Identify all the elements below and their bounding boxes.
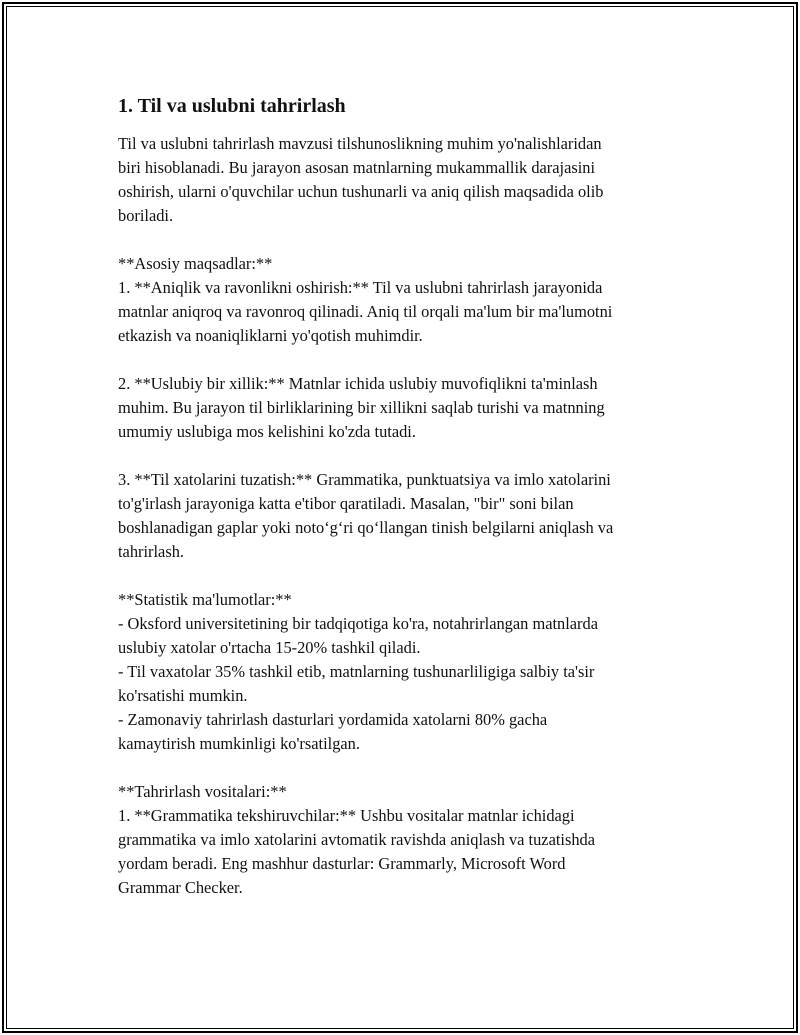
text-line: ko'rsatishi mumkin. <box>118 686 248 705</box>
text-line: 2. **Uslubiy bir xillik:** Matnlar ichida uslubiy muvofiqlikni ta'minlash <box>118 374 598 393</box>
text-line: boshlanadigan gaplar yoki noto‘g‘ri qo‘llangan tinish belgilarni aniqlash va <box>118 518 614 537</box>
text-line: muhim. Bu jarayon til birliklarining bir xillikni saqlab turishi va matnning <box>118 398 605 417</box>
paragraph-tools <box>118 780 688 900</box>
text-line: tahrirlash. <box>118 542 184 561</box>
text-line: **Tahrirlash vositalari:** <box>118 782 287 801</box>
text-line: Grammar Checker. <box>118 878 243 897</box>
text-line: matnlar aniqroq va ravonroq qilinadi. Aniq til orqali ma'lum bir ma'lumotni <box>118 302 613 321</box>
text-line: biri hisoblanadi. Bu jarayon asosan matnlarning mukammallik darajasini <box>118 158 596 177</box>
text-line: 3. **Til xatolarini tuzatish:** Grammatika, punktuatsiya va imlo xatolarini <box>118 470 611 489</box>
text-line: kamaytirish mumkinligi ko'rsatilgan. <box>118 734 360 753</box>
document-body <box>118 92 688 924</box>
text-line: boriladi. <box>118 206 174 225</box>
section-heading: 1. Til va uslubni tahrirlash <box>118 95 346 117</box>
paragraph-statistics <box>118 588 688 756</box>
text-line: **Asosiy maqsadlar:** <box>118 254 273 273</box>
paragraph-intro <box>118 132 688 228</box>
text-line: to'g'irlash jarayoniga katta e'tibor qaratiladi. Masalan, "bir" soni bilan <box>118 494 574 513</box>
text-line: - Til vaxatolar 35% tashkil etib, matnlarning tushunarliligiga salbiy ta'sir <box>118 662 595 681</box>
text-line: - Oksford universitetining bir tadqiqotiga ko'ra, notahrirlangan matnlarda <box>118 614 598 633</box>
text-line: - Zamonaviy tahrirlash dasturlari yordamida xatolarni 80% gacha <box>118 710 548 729</box>
text-line: yordam beradi. Eng mashhur dasturlar: Grammarly, Microsoft Word <box>118 854 566 873</box>
text-line: uslubiy xatolar o'rtacha 15-20% tashkil qiladi. <box>118 638 421 657</box>
text-line: umumiy uslubiga mos kelishini ko'zda tutadi. <box>118 422 416 441</box>
text-line: 1. **Aniqlik va ravonlikni oshirish:** Til va uslubni tahrirlash jarayonida <box>118 278 603 297</box>
text-line: oshirish, ularni o'quvchilar uchun tushunarli va aniq qilish maqsadida olib <box>118 182 604 201</box>
text-line: 1. **Grammatika tekshiruvchilar:** Ushbu vositalar matnlar ichidagi <box>118 806 575 825</box>
paragraph-goals <box>118 252 688 348</box>
paragraph-errors <box>118 468 688 564</box>
text-line: grammatika va imlo xatolarini avtomatik ravishda aniqlash va tuzatishda <box>118 830 596 849</box>
text-line: etkazish va noaniqliklarni yo'qotish muhimdir. <box>118 326 423 345</box>
paragraph-consistency <box>118 372 688 444</box>
text-line: Til va uslubni tahrirlash mavzusi tilshunoslikning muhim yo'nalishlaridan <box>118 134 602 153</box>
text-line: **Statistik ma'lumotlar:** <box>118 590 292 609</box>
